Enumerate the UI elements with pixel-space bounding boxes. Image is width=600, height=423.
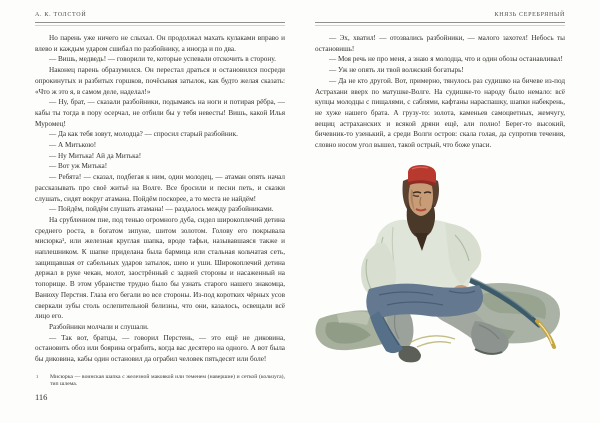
right-page-body bbox=[315, 33, 565, 151]
paragraph: — Моя речь не про меня, а знаю я молодца, что и один обозы останавливал! bbox=[329, 55, 563, 64]
paragraph: — Да как тебя зовут, молодца? — спросил старый разбойник. bbox=[49, 130, 238, 139]
paragraph: На срубленном пне, под тенью огромного дуба, сидел широкоплечий детина среднего роста, в богатом зипуне, шитом золотом. Голову его покрывала мисюрка¹, или железная круглая шапка, вроде тафьи, называвшаяся также и наплешником. К шапке приделана была бармица или стальная кольчатая сеть, защищавшая от сабельных ударов затылок, шею и уши. Широкоплечий детина держал в руке чекан, молот, заострённый с задней стороны и насаженный на топорище. В этом убранстве трудно было бы узнать старого нашего знакомца, Ванюху Перстня. Глаза его бегали во все стороны. Из-под коротких чёрных усов сверкали зубы столь ослепительной белизны, что они, казалось, освещали всё лицо его. bbox=[35, 215, 285, 321]
grass bbox=[409, 336, 455, 347]
paragraph: — Вот уж Митька! bbox=[49, 162, 108, 171]
left-page bbox=[35, 12, 285, 389]
paragraph: — А Митькою! bbox=[49, 141, 97, 150]
footnote-marker: 1 bbox=[36, 373, 39, 379]
footnote bbox=[35, 374, 285, 389]
paragraph: — Да не кто другой. Вот, примерно, тянулось раз судишко на бичеве из-под Астрахани вверх по матушке-Волге. На судишке-то народу было немало: всё купцы молодцы с пищалями, с саблями, кафтаны нараспашку, шапки набекрень, не хуже нашего брата. А грузу-то: золота, каменьев самоцветных, жемчугу, вещиц астраханских и всякой дряни ещё, али полно! Берег-то высокий, бичевник-то узенький, а среди Волги остров: скала голая, да супротив течения, словно носом угол вышел, такой острый, что боже упаси. bbox=[315, 76, 565, 150]
right-page bbox=[315, 12, 565, 373]
paragraph: — Так вот, братцы, — говорил Перстень, — это ещё не диковина, остановить обоз или боярина ограбить, когда вас десятеро на одного. А вот была бы диковина, кабы один остановил да ограбил человек пятьдесят или боле! bbox=[35, 333, 285, 364]
footnote-text: Мисюрка — воинская шапка с железной маковкой или теменем (навершие) и сеткой (кольчуга), тип шлема. bbox=[50, 373, 285, 388]
paragraph: Наконец парень образумился. Он перестал драться и остановился посреди опрокинутых и разбитых горшков, почёсывая затылок, как будто желая сказать: «Что ж это я, в самом деле, наделал!» bbox=[35, 66, 285, 96]
running-head-title: КНЯЗЬ СЕРЕБРЯНЫЙ bbox=[494, 12, 565, 18]
paragraph: Разбойники молчали и слушали. bbox=[49, 322, 149, 331]
left-page-body bbox=[35, 33, 285, 365]
head-rule-left bbox=[35, 22, 285, 26]
paragraph: — Ну, брат, — сказали разбойники, подымаясь на ноги и потирая рёбра, — кабы ты тогда в пору осерчал, не отбили бы у тебя невесты! Вишь, какой Илья Муромец! bbox=[35, 98, 285, 128]
paragraph: — Ну Митька! Ай да Митька! bbox=[49, 151, 142, 160]
paragraph: — Уж не опять ли твой волжский богатырь! bbox=[329, 66, 464, 75]
paragraph: — Вишь, медведь! — говорили те, которые успевали отскочить в сторону. bbox=[49, 55, 276, 64]
paragraph: — Эх, хватил! — отозвались разбойники, — малого захотел! Небось ты остановишь! bbox=[315, 34, 565, 53]
paragraph: Но парень уже ничего не слыхал. Он продолжал махать кулаками вправо и влево и каждым ударом сшибал по разбойнику, а иногда и по два. bbox=[35, 34, 285, 53]
paragraph: — Пойдём, пойдём слушать атамана! — раздалось между разбойниками. bbox=[49, 205, 274, 214]
running-head-author: А. К. ТОЛСТОЙ bbox=[35, 12, 87, 18]
illustration-seated-robber bbox=[309, 163, 571, 373]
page-number: 116 bbox=[35, 392, 48, 402]
head-rule-right bbox=[315, 22, 565, 26]
paragraph: — Ребята! — сказал, подбегая к ним, один молодец, — атаман опять начал рассказывать про своё житьё на Волге. Все бросили и песни петь, и сказки слушать, сидят вокруг атамана. Пойдём поскорее, а то места не найдём! bbox=[35, 173, 285, 203]
